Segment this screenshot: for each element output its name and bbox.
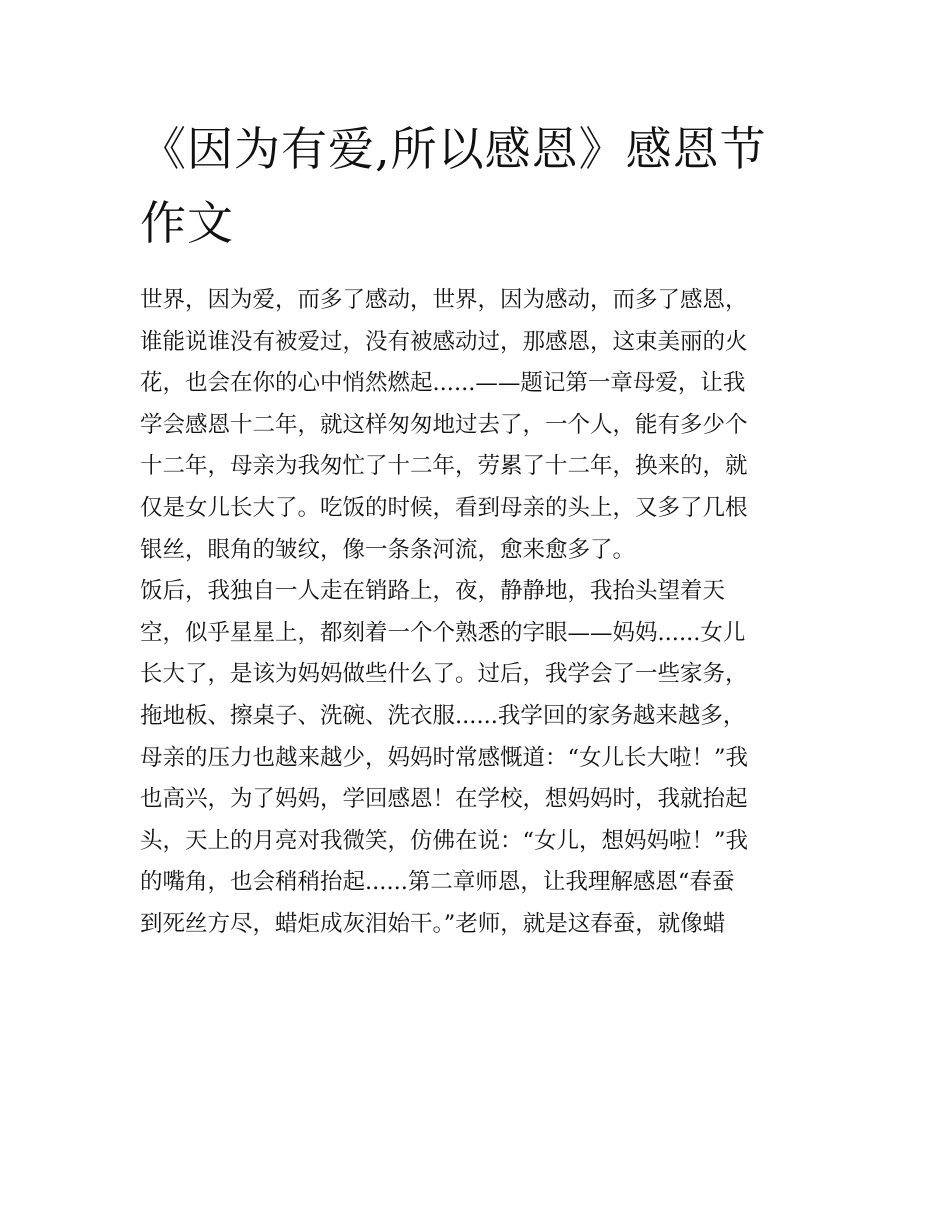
body-line: 谁能说谁没有被爱过，没有被感动过，那感恩，这束美丽的火 <box>140 328 748 355</box>
body-line: 也高兴，为了妈妈，学回感恩！在学校，想妈妈时，我就抬起 <box>140 786 748 813</box>
body-line: 的嘴角，也会稍稍抬起......第二章师恩，让我理解感恩“春蚕 <box>140 869 735 896</box>
body-line: 空，似乎星星上，都刻着一个个熟悉的字眼——妈妈......女儿 <box>140 619 746 646</box>
body-line: 花，也会在你的心中悄然燃起......——题记第一章母爱，让我 <box>140 370 746 397</box>
body-line: 头，天上的月亮对我微笑，仿佛在说：“女儿，想妈妈啦！”我 <box>140 827 749 854</box>
body-line: 仅是女儿长大了。吃饭的时候，看到母亲的头上，又多了几根 <box>140 494 748 521</box>
body-line: 学会感恩十二年，就这样匆匆地过去了，一个人，能有多少个 <box>140 411 748 438</box>
document-body <box>140 280 830 946</box>
document-title <box>140 112 820 260</box>
body-line: 到死丝方尽，蜡炬成灰泪始干。”老师，就是这春蚕，就像蜡 <box>140 910 726 937</box>
title-line: 《因为有爱,所以感恩》感恩节 <box>140 122 767 176</box>
body-line: 饭后，我独自一人走在销路上，夜，静静地，我抬头望着天 <box>140 578 726 605</box>
body-line: 母亲的压力也越来越少，妈妈时常感慨道：“女儿长大啦！”我 <box>140 744 749 771</box>
body-line: 长大了，是该为妈妈做些什么了。过后，我学会了一些家务， <box>140 661 748 688</box>
body-line: 世界，因为爱，而多了感动，世界，因为感动，而多了感恩， <box>140 287 748 313</box>
body-line: 拖地板、擦桌子、洗碗、洗衣服......我学回的家务越来越多， <box>140 702 746 729</box>
title-line: 作文 <box>140 196 234 250</box>
body-line: 十二年，母亲为我匆忙了十二年，劳累了十二年，换来的，就 <box>140 453 748 480</box>
body-line: 银丝，眼角的皱纹，像一条条河流，愈来愈多了。 <box>140 536 636 563</box>
